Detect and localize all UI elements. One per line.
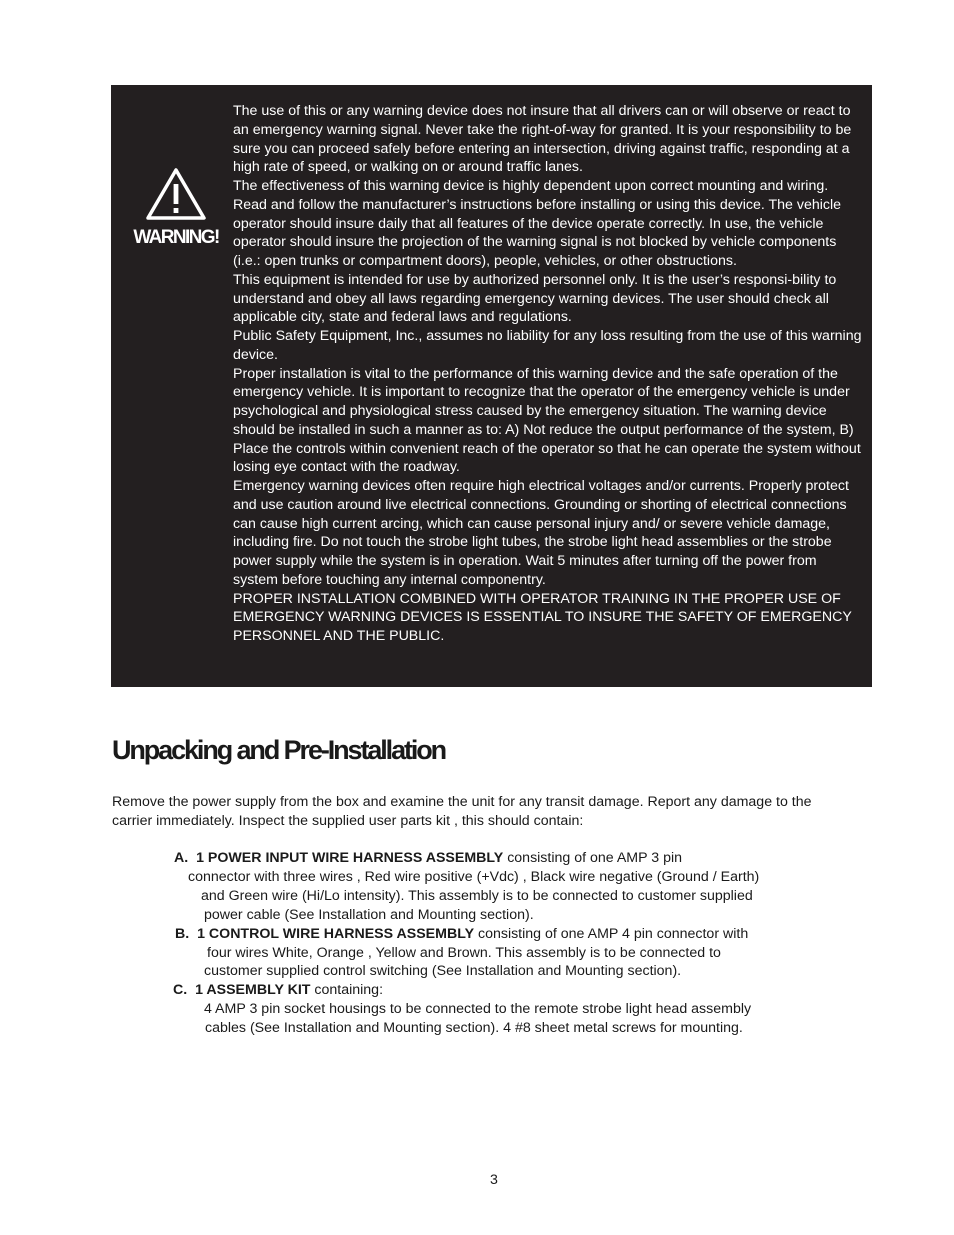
- warning-paragraph: Public Safety Equipment, Inc., assumes no liability for any loss resulting from the use of this warning device.: [233, 328, 862, 363]
- list-item-letter: C.: [173, 982, 188, 999]
- warning-text: [233, 102, 863, 646]
- warning-paragraph: The effectiveness of this warning device is highly dependent upon correct mounting and wiring. Read and follow the manufacturer’s instructions before installing or using this device. The vehicle operator should insure daily that all features of the device operate correctly. In use, the vehicle operator should insure the projection of the warning signal is not blocked by vehicle components (i.e.: open trunks or compartment doors), people, vehicles, or other obstructions.: [233, 178, 842, 269]
- warning-paragraph: The use of this or any warning device does not insure that all drivers can or will observe or react to an emergency warning signal. Never take the right-of-way for granted. It is your responsibility to be sure you can proceed safely before entering an intersection, driving against traffic, responding at a high rate of speed, or walking on or around traffic lanes.: [233, 103, 852, 176]
- warning-paragraph: Proper installation is vital to the performance of this warning device and the safe operation of the emergency vehicle. It is important to recognize that the operator of the emergency vehicle is under psychological and physiological stress caused by the emergency situation. The warning device should be installed in such a manner as to: A) Not reduce the output performance of the system, B) Place the controls within convenient reach of the operator so that he can operate the system without losing eye contact with the roadway.: [233, 365, 861, 476]
- list-item-text: customer supplied control switching (See Installation and Mounting section).: [204, 963, 682, 980]
- list-item-line: [173, 981, 852, 1000]
- list-item-line: [174, 849, 852, 868]
- list-item: [172, 981, 852, 1038]
- list-item-text: cables (See Installation and Mounting section). 4 #8 sheet metal screws for mounting.: [205, 1020, 743, 1037]
- list-item-text: power cable (See Installation and Mounting section).: [204, 906, 534, 923]
- intro-paragraph: Remove the power supply from the box and examine the unit for any transit damage. Report any damage to the carrier immediately. Inspect the supplied user parts kit , this should contain:: [112, 794, 812, 829]
- list-item-text: connector with three wires , Red wire positive (+Vdc) , Black wire negative (Ground / Earth): [188, 868, 760, 885]
- section-title: Unpacking and Pre-Installation: [112, 735, 446, 765]
- list-item-text: containing:: [310, 982, 384, 999]
- parts-list: [172, 849, 852, 1038]
- warning-paragraph: Emergency warning devices often require high electrical voltages and/or currents. Properly protect and use caution around live electrical connections. Grounding or shorting of electrical connections can cause high current arcing, which can cause personal injury and/ or severe vehicle damage, including fire. Do not touch the strobe light tubes, the strobe light head assemblies or the strobe power supply while the system is in operation. Wait 5 minutes after turning off the power from system before touching any internal componentry.: [233, 478, 849, 588]
- list-item-title: 1 POWER INPUT WIRE HARNESS ASSEMBLY: [196, 850, 504, 866]
- warning-label: WARNING!: [133, 227, 219, 248]
- list-item-title: 1 ASSEMBLY KIT: [195, 982, 311, 999]
- warning-badge: [121, 167, 231, 249]
- list-item-letter: B.: [175, 925, 190, 942]
- list-item-text: consisting of one AMP 3 pin: [503, 850, 683, 866]
- warning-paragraph: This equipment is intended for use by authorized personnel only. It is the user’s responsi-bility to understand and obey all laws regarding emergency warning devices. The user should check all applicable city, state and federal laws and regulations.: [233, 271, 837, 326]
- warning-box: [111, 85, 872, 687]
- warning-triangle-icon: [145, 167, 207, 221]
- page-number: 3: [490, 1172, 498, 1188]
- list-item-text: 4 AMP 3 pin socket housings to be connected to the remote strobe light head assembly: [204, 1001, 752, 1018]
- list-item-text: consisting of one AMP 4 pin connector with: [474, 925, 749, 942]
- list-item-text: and Green wire (Hi/Lo intensity). This assembly is to be connected to customer supplied: [201, 887, 753, 904]
- list-item-title: 1 CONTROL WIRE HARNESS ASSEMBLY: [197, 925, 475, 942]
- list-item-text: four wires White, Orange , Yellow and Brown. This assembly is to be connected to: [207, 944, 721, 961]
- list-item: [172, 925, 852, 982]
- warning-paragraph: PROPER INSTALLATION COMBINED WITH OPERATOR TRAINING IN THE PROPER USE OF EMERGENCY WARNING DEVICES IS ESSENTIAL TO INSURE THE SAFETY OF EMERGENCY PERSONNEL AND THE PUBLIC.: [233, 590, 852, 644]
- list-item-line: [175, 925, 852, 944]
- list-item-letter: A.: [174, 850, 189, 866]
- list-item: [172, 849, 852, 925]
